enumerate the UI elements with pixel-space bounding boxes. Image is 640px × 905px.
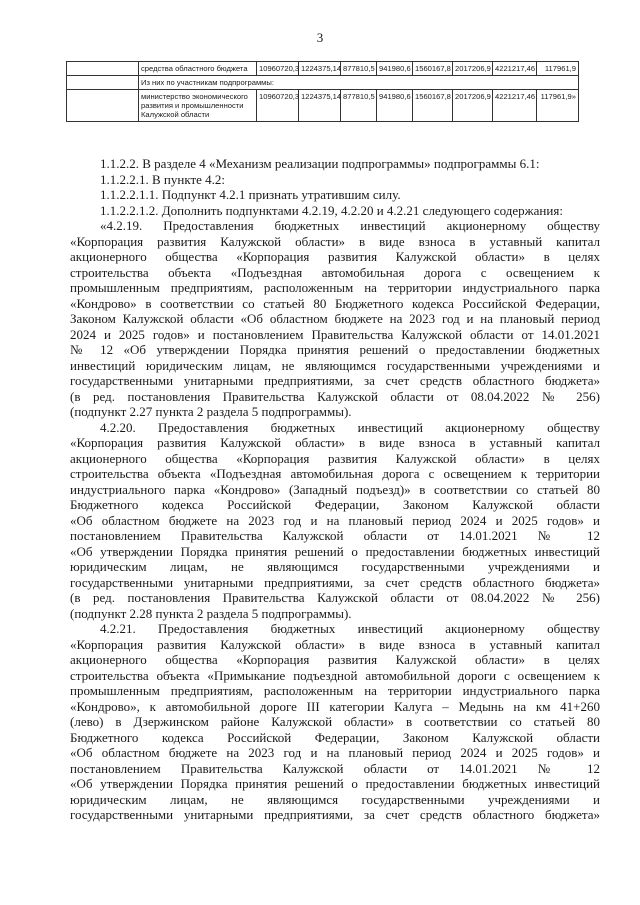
text-line: 1.1.2.2.1.2. Дополнить подпунктами 4.2.19, 4.2.20 и 4.2.21 следующего содержания: <box>100 202 563 218</box>
table-row <box>67 62 579 76</box>
text-line: «Кондрово» в соответствии со статьей 80 Бюджетного кодекса Российской Федерации, <box>70 295 600 311</box>
value-cell: 117961,9» <box>537 90 579 122</box>
text-line: инвестиций юридическим лицам, не являющимся государственными учреждениями и <box>70 357 600 373</box>
text-line: (в ред. постановления Правительства Калужской области от 08.04.2022 № 256) <box>70 590 600 605</box>
text-line: (в ред. постановления Правительства Калужской области от 08.04.2022 № 256) <box>70 388 600 404</box>
text-line: постановлением Правительства Калужской области от 14.01.2021 № 12 <box>70 760 600 776</box>
row-label: средства областного бюджета <box>139 62 257 76</box>
document-body <box>70 156 600 823</box>
text-line: Бюджетного кодекса Российской Федерации, Законом Калужской области <box>70 497 600 512</box>
text-line: «Об областном бюджете на 2023 год и на плановый период 2024 и 2025 годов» и <box>70 512 600 528</box>
value-cell: 4221217,46 <box>493 62 537 76</box>
value-cell: 1560167,8 <box>413 62 453 76</box>
text-line: государственными унитарными предприятиями, за счет средств областного бюджета» <box>70 807 600 822</box>
text-line: юридическим лицам, не являющимся государственными учреждениями и <box>70 791 600 807</box>
value-cell: 877810,5 <box>341 62 377 76</box>
value-cell: 4221217,46 <box>493 90 537 122</box>
text-line: Бюджетного кодекса Российской Федерации, Законом Калужской области <box>70 729 600 745</box>
text-line: строительства объекта «Подъездная автомобильная дорога с освещением к <box>70 264 600 280</box>
text-line: 4.2.21. Предоставления бюджетных инвестиций акционерному обществу <box>100 621 600 636</box>
row-label: министерство экономического развития и промышленности Калужской области <box>139 90 257 122</box>
text-line: государственными унитарными предприятиями, за счет средств областного бюджета» <box>70 373 600 388</box>
value-cell: 877810,5 <box>341 90 377 122</box>
text-line: «Об утверждении Порядка принятия решений о предоставлении бюджетных инвестиций <box>70 776 600 791</box>
value-cell: 941980,6 <box>377 62 413 76</box>
page-number: 3 <box>316 30 324 45</box>
value-cell: 941980,6 <box>377 90 413 122</box>
table-row <box>67 90 579 122</box>
text-line: (лево) в Дзержинском районе Калужской области» в соответствии со статьей 80 <box>70 714 600 729</box>
value-cell: 10960720,3 <box>257 62 299 76</box>
value-cell: 10960720,3 <box>257 90 299 122</box>
text-line: строительства объекта «Примыкание подъездной автомобильной дороги с освещением к <box>70 667 600 683</box>
blank-cell <box>67 76 139 90</box>
text-line: «Кондрово», к автомобильной дороге III категории Калуга – Медынь на км 41+260 <box>70 698 600 714</box>
text-line: акционерного общества «Корпорация развития Калужской области» в целях <box>70 652 600 667</box>
text-line: постановлением Правительства Калужской области от 14.01.2021 № 12 <box>70 528 600 543</box>
text-line: 4.2.20. Предоставления бюджетных инвестиций акционерному обществу <box>100 419 600 435</box>
text-line: индустриального парка «Кондрово» (Западный подъезд)» в соответствии со статьей 80 <box>70 481 600 497</box>
text-line: № 12 «Об утверждении Порядка принятия решений о предоставлении бюджетных <box>70 342 600 357</box>
text-line: акционерного общества «Корпорация развития Калужской области» в целях <box>70 249 600 264</box>
text-line: государственными унитарными предприятиями, за счет средств областного бюджета» <box>70 574 600 590</box>
text-line: 1.1.2.2.1. В пункте 4.2: <box>100 171 226 187</box>
text-line: «Об областном бюджете на 2023 год и на плановый период 2024 и 2025 годов» и <box>70 745 600 760</box>
text-line: 1.1.2.2. В разделе 4 «Механизм реализации подпрограммы» подпрограммы 6.1: <box>100 156 540 171</box>
text-line: промышленным предприятиям, расположенным на территории индустриального парка <box>70 683 600 698</box>
value-cell: 2017206,9 <box>453 90 493 122</box>
value-cell: 1224375,14 <box>299 90 341 122</box>
text-line: 2024 и 2025 годов» и постановлением Правительства Калужской области от 14.01.2021 <box>70 326 600 342</box>
text-line: Законом Калужской области «Об областном бюджете на 2023 год и на плановый период <box>70 311 600 326</box>
value-cell: 1560167,8 <box>413 90 453 122</box>
text-line: «4.2.19. Предоставления бюджетных инвестиций акционерному обществу <box>100 218 600 233</box>
text-line: строительства объекта «Подъездная автомобильная дорога с освещением к территории <box>70 466 600 481</box>
value-cell: 1224375,14 <box>299 62 341 76</box>
table-row <box>67 76 579 90</box>
text-line: «Об утверждении Порядка принятия решений о предоставлении бюджетных инвестиций <box>70 543 600 559</box>
row-label: Из них по участникам подпрограммы: <box>139 76 579 90</box>
value-cell: 2017206,9 <box>453 62 493 76</box>
blank-cell <box>67 90 139 122</box>
text-line: (подпункт 2.28 пункта 2 раздела 5 подпрограммы). <box>70 605 352 621</box>
text-line: «Корпорация развития Калужской области» в виде взноса в уставный капитал <box>70 435 600 450</box>
text-line: промышленным предприятиям, расположенным на территории индустриального парка <box>70 280 600 295</box>
text-line: акционерного общества «Корпорация развития Калужской области» в целях <box>70 450 600 466</box>
text-line: «Корпорация развития Калужской области» в виде взноса в уставный капитал <box>70 233 600 249</box>
value-cell: 117961,9 <box>537 62 579 76</box>
text-line: (подпункт 2.27 пункта 2 раздела 5 подпрограммы). <box>70 404 352 419</box>
text-line: 1.1.2.2.1.1. Подпункт 4.2.1 признать утратившим силу. <box>100 187 401 202</box>
blank-cell <box>67 62 139 76</box>
budget-table <box>66 61 579 122</box>
text-line: «Корпорация развития Калужской области» в виде взноса в уставный капитал <box>70 636 600 652</box>
text-line: юридическим лицам, не являющимся государственными учреждениями и <box>70 559 600 574</box>
